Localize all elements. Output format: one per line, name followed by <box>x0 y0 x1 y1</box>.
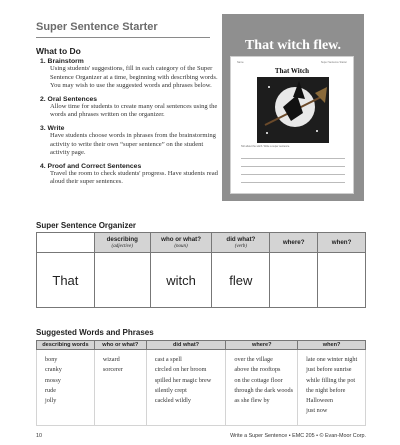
organizer-cell <box>318 253 366 308</box>
super-sentence-organizer <box>36 232 366 308</box>
step-text: Travel the room to check students' progress. Have students read aloud their super sentences. <box>50 169 218 186</box>
organizer-header-row <box>37 233 366 253</box>
what-to-do-heading: What to Do <box>36 46 81 56</box>
organizer-cell <box>94 253 150 308</box>
organizer-col-did: did what? (verb) <box>212 233 270 253</box>
preview-title: That witch flew. <box>244 38 342 53</box>
word-item: just before sunrise <box>306 366 352 374</box>
organizer-col-blank <box>37 233 95 253</box>
did-words-cell <box>146 350 226 426</box>
organizer-cell <box>270 253 318 308</box>
activity-page-thumbnail <box>230 56 354 194</box>
word-item: silently crept <box>154 386 187 394</box>
organizer-row <box>37 253 366 308</box>
suggested-words-row <box>37 350 366 426</box>
word-item: above the rooftops <box>234 366 281 374</box>
step-text: Using students' suggestions, fill in each category of the Super Sentence Organizer at a time, beginning with describing words. You may wish to use the suggested words and phrases below. <box>50 65 218 90</box>
word-item: bony <box>45 356 58 363</box>
word-item: as she flew by <box>234 397 270 405</box>
describing-words-cell <box>37 350 95 426</box>
thumbnail-writing-lines <box>241 151 345 183</box>
organizer-col-where: where? <box>270 233 318 253</box>
word-item: over the village <box>234 356 273 363</box>
organizer-cell: That <box>37 253 95 308</box>
suggested-col-header: where? <box>226 341 298 350</box>
word-item: while filling the pot <box>306 376 356 384</box>
word-item: on the cottage floor <box>234 376 283 384</box>
word-item: rude <box>45 386 56 394</box>
organizer-heading: Super Sentence Organizer <box>36 221 137 230</box>
organizer-cell: witch <box>150 253 212 308</box>
organizer-col-who: who or what? (noun) <box>150 233 212 253</box>
who-words-cell <box>94 350 146 426</box>
suggested-heading: Suggested Words and Phrases <box>36 328 154 337</box>
title-divider <box>36 37 210 38</box>
star <box>266 132 268 134</box>
organizer-cell: flew <box>212 253 270 308</box>
word-item: cackled wildly <box>154 397 191 405</box>
word-item: cranky <box>45 366 62 374</box>
word-item: wizard <box>102 356 120 363</box>
organizer-col-describing: describing (adjective) <box>94 233 150 253</box>
suggested-header-row <box>37 341 366 350</box>
thumbnail-header: Super Sentence Starter <box>320 61 347 64</box>
footer-credit: Write a Super Sentence • EMC 205 • © Evan-Moor Corp. <box>230 433 366 439</box>
page-title: Super Sentence Starter <box>36 21 158 33</box>
thumbnail-name-field: Name <box>237 61 244 64</box>
step-title: 4. Proof and Correct Sentences <box>40 162 142 170</box>
when-words-cell <box>298 350 366 426</box>
step-text: Allow time for students to create many oral sentences using the words and phrases written on the organizer. <box>50 102 218 119</box>
step-title: 3. Write <box>40 124 65 132</box>
suggested-col-header: who or what? <box>94 341 146 350</box>
step-title: 1. Brainstorm <box>40 58 84 65</box>
word-item: mossy <box>45 376 61 384</box>
suggested-words-table <box>36 340 366 426</box>
witch-illustration <box>257 77 329 143</box>
suggested-col-header: did what? <box>146 341 226 350</box>
word-item: late one winter night <box>306 356 358 363</box>
where-words-cell <box>226 350 298 426</box>
organizer-col-when: when? <box>318 233 366 253</box>
word-item: just now <box>306 407 328 415</box>
step-title: 2. Oral Sentences <box>40 95 98 103</box>
step-item <box>40 58 218 91</box>
suggested-col-header: when? <box>298 341 366 350</box>
thumbnail-instructions: Tell about the witch. Write a super sentence. <box>241 145 291 148</box>
star <box>268 86 270 88</box>
steps-list <box>40 58 218 192</box>
star <box>316 130 318 132</box>
step-item <box>40 96 218 120</box>
suggested-col-header: describing words <box>37 341 95 350</box>
word-item: circled on her broom <box>154 366 207 374</box>
step-item <box>40 125 218 158</box>
thumbnail-title: That Witch <box>274 67 310 75</box>
word-item: spilled her magic brew <box>154 376 212 384</box>
word-item: sorcerer <box>102 366 123 374</box>
word-item: through the dark woods <box>234 386 294 394</box>
word-item: jolly <box>45 397 57 405</box>
step-item <box>40 163 218 187</box>
word-item: the night before Halloween <box>306 386 346 405</box>
word-item: cast a spell <box>154 356 182 363</box>
page-number: 10 <box>36 433 42 439</box>
step-text: Have students choose words in phrases from the brainstorming activity to write their own “super sentence” on the student activity page. <box>50 131 216 157</box>
